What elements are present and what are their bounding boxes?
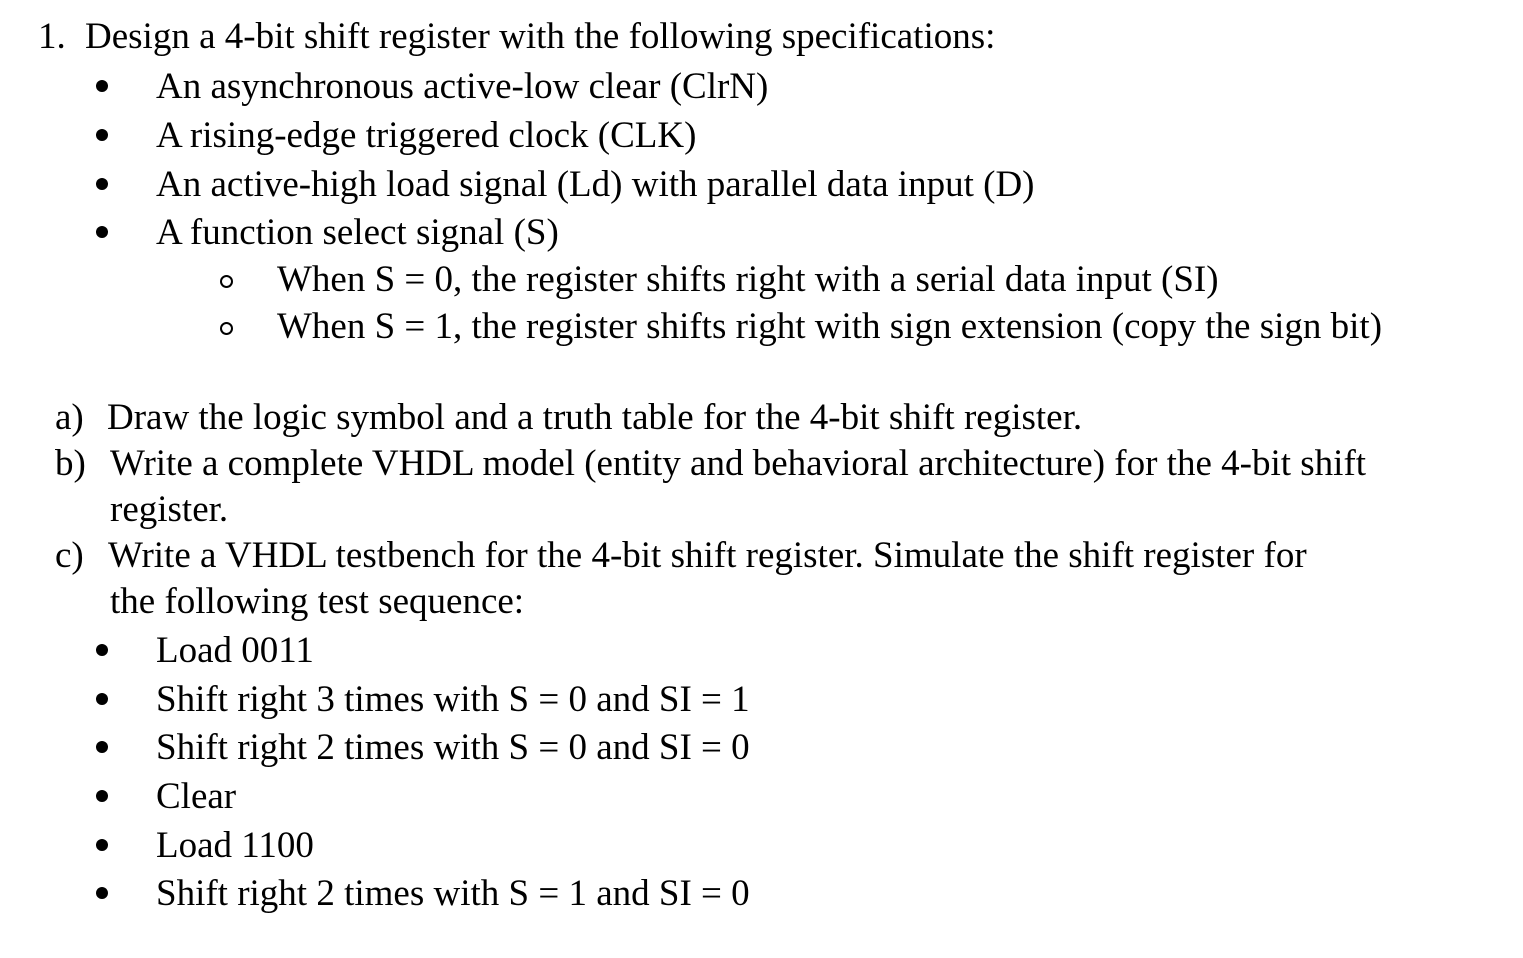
question-number: 1.: [38, 16, 66, 57]
bullet-icon: [96, 644, 108, 656]
bullet-icon: [96, 80, 108, 92]
spec-text: An active-high load signal (Ld) with parallel data input (D): [156, 164, 1035, 205]
bullet-icon: [96, 226, 108, 238]
bullet-icon: [96, 693, 108, 705]
circle-bullet-icon: [220, 275, 233, 288]
spec-text: A function select signal (S): [156, 212, 559, 253]
bullet-icon: [96, 178, 108, 190]
question-title: Design a 4-bit shift register with the following specifications:: [85, 16, 996, 57]
part-label: c): [55, 535, 84, 576]
part-text: Write a VHDL testbench for the 4-bit shift register. Simulate the shift register for: [108, 535, 1307, 576]
test-step-text: Shift right 3 times with S = 0 and SI = 1: [156, 679, 750, 720]
part-label: a): [55, 397, 84, 438]
spec-text: An asynchronous active-low clear (ClrN): [156, 66, 769, 107]
test-step-text: Load 0011: [156, 630, 314, 671]
bullet-icon: [96, 839, 108, 851]
part-text: Draw the logic symbol and a truth table for the 4-bit shift register.: [107, 397, 1083, 438]
test-step-text: Shift right 2 times with S = 0 and SI = 0: [156, 727, 750, 768]
bullet-icon: [96, 887, 108, 899]
test-step-text: Shift right 2 times with S = 1 and SI = 0: [156, 873, 750, 914]
part-text-continued: the following test sequence:: [110, 581, 525, 622]
part-label: b): [55, 443, 86, 484]
part-text: Write a complete VHDL model (entity and behavioral architecture) for the 4-bit shift: [110, 443, 1367, 484]
circle-bullet-icon: [220, 322, 233, 335]
bullet-icon: [96, 741, 108, 753]
test-step-text: Clear: [156, 776, 237, 817]
part-text-continued: register.: [110, 489, 229, 530]
spec-text: A rising-edge triggered clock (CLK): [156, 115, 697, 156]
sub-spec-text: When S = 0, the register shifts right with a serial data input (SI): [277, 259, 1219, 300]
bullet-icon: [96, 129, 108, 141]
bullet-icon: [96, 790, 108, 802]
test-step-text: Load 1100: [156, 825, 314, 866]
sub-spec-text: When S = 1, the register shifts right with sign extension (copy the sign bit): [277, 306, 1383, 347]
